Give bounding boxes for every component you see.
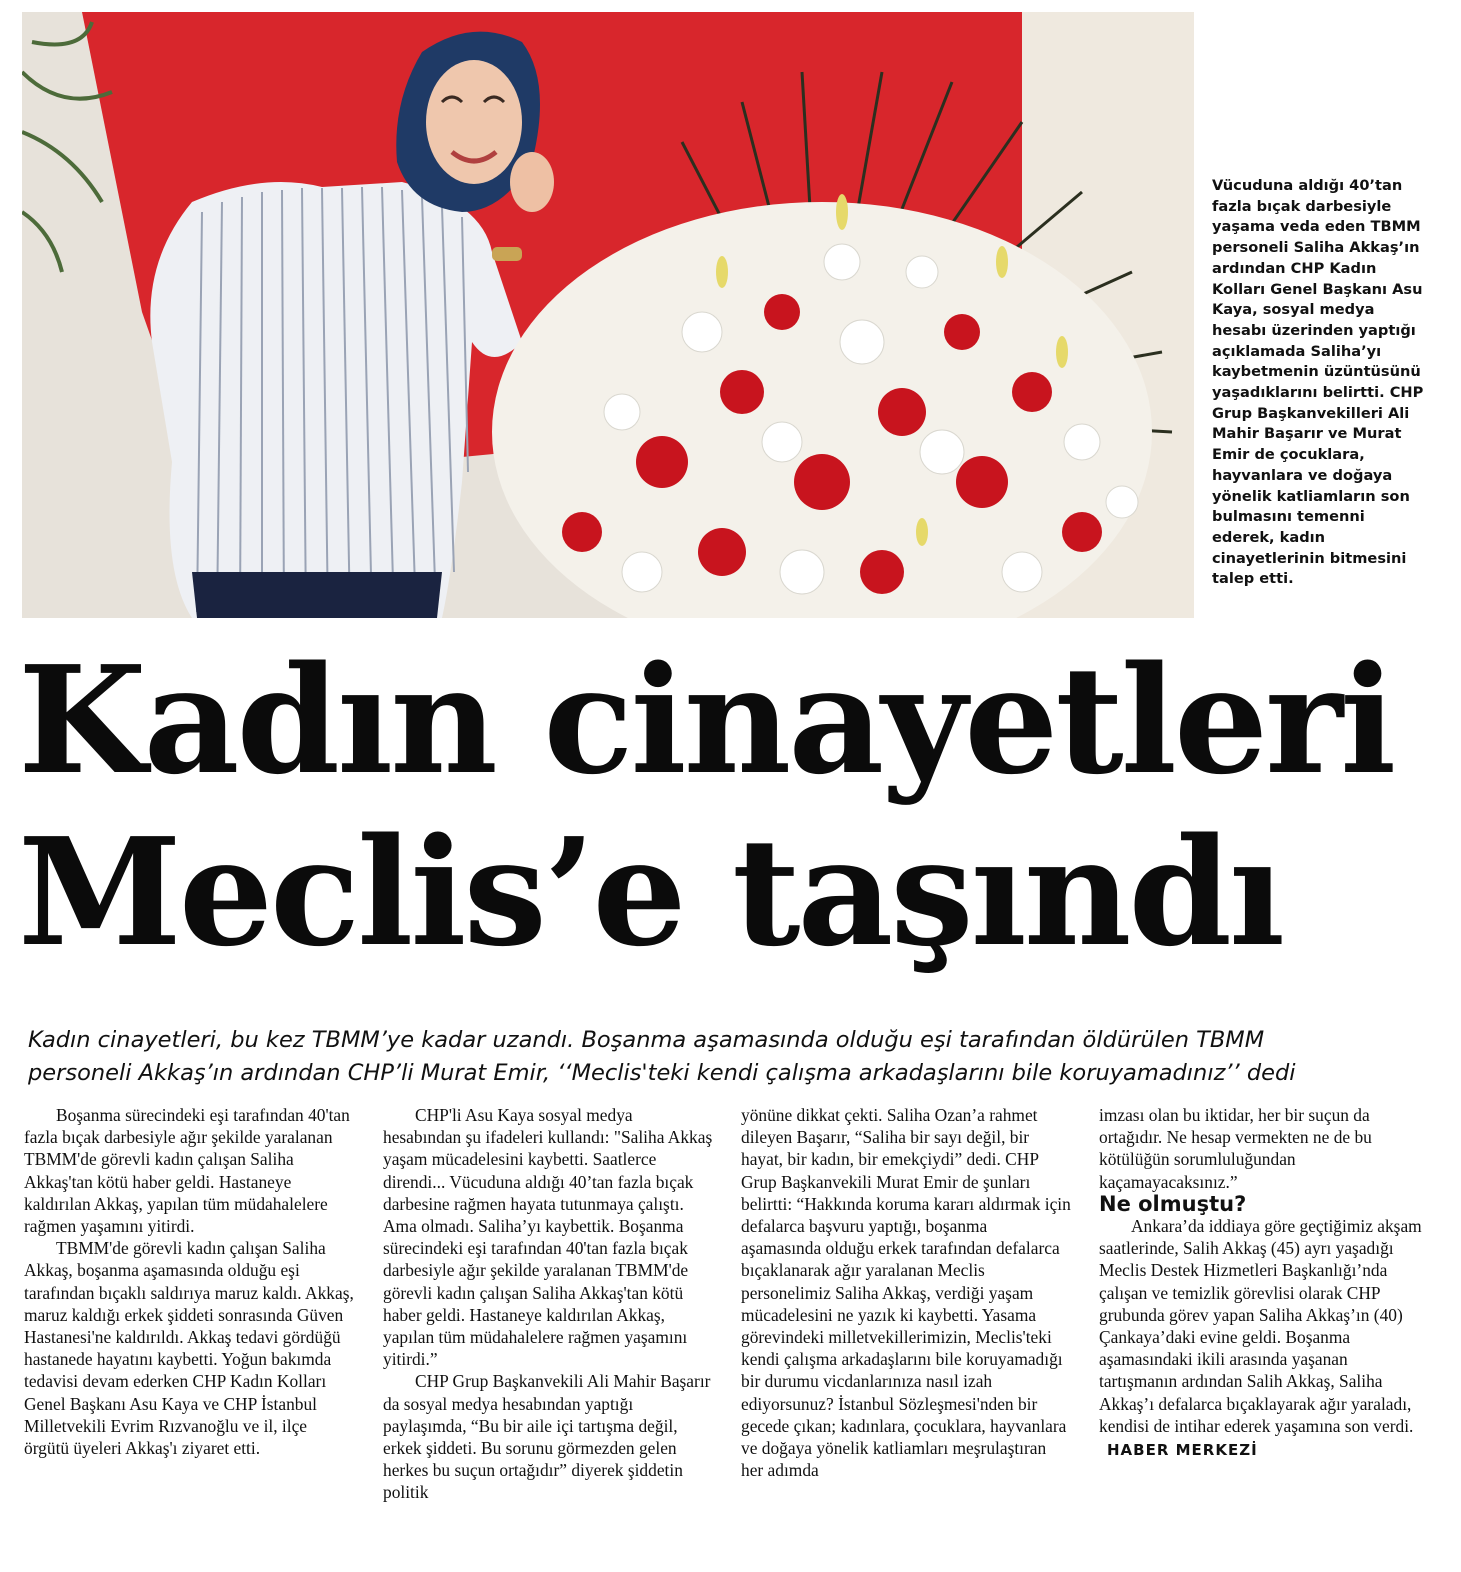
deck-line-1: Kadın cinayetleri, bu kez TBMM’ye kadar uzandı. Boşanma aşamasında olduğu eşi tarafından öldürülen TBMM bbox=[28, 1027, 1265, 1053]
paragraph: CHP Grup Başkanvekili Ali Mahir Başarır da sosyal medya hesabından yaptığı paylaşımda, “Bu bir aile içi tartışma değil, erkek şiddeti. Bu sorunu görmezden gelen herkes bu suçun ortağıdır” diyerek şiddetin politik bbox=[383, 1371, 711, 1503]
news-photo bbox=[22, 12, 1194, 618]
paragraph: Ankara’da iddiaya göre geçtiğimiz akşam saatlerinde, Salih Akkaş (45) ayrı yaşadığı Meclis Destek Hizmetleri Başkanlığı’nda çalışan ve temizlik görevlisi olarak CHP grubunda görev yapan Saliha Akkaş’ın (40) Çankaya’daki evine geldi. Boşanma aşamasındaki ikili arasında yaşanan tartışmanın ardından Salih Akkaş, Saliha Akkaş’ı defalarca bıçaklayarak ağır yaraladı, kendisi de intihar ederek yaşamına son verdi. bbox=[1099, 1216, 1422, 1436]
deck-line-2: personeli Akkaş’ın ardından CHP’li Murat Emir, ‘‘Meclis'teki kendi çalışma arkadaşlarını bile koruyamadınız’’ dedi bbox=[28, 1060, 1296, 1086]
byline: HABER MERKEZİ bbox=[1107, 1441, 1258, 1460]
paragraph: Boşanma sürecindeki eşi tarafından 40'tan fazla bıçak darbesiyle ağır şekilde yaralanan TBMM'de görevli kadın çalışan Saliha Akkaş'tan kötü haber geldi. Hastaneye kaldırılan Akkaş, yapılan tüm müdahalelere rağmen yaşamını yitirdi. bbox=[24, 1105, 350, 1237]
photo-woman-with-flowers-icon bbox=[22, 12, 1194, 618]
paragraph: imzası olan bu iktidar, her bir suçun da ortağıdır. Ne hesap vermekten ne de bu kötülüğün sorumluluğundan kaçamayacaksınız.” bbox=[1099, 1105, 1372, 1192]
paragraph: yönüne dikkat çekti. Saliha Ozan’a rahmet dileyen Başarır, “Saliha bir sayı değil, bir hayat, bir kadın, bir emekçiydi” dedi. CHP Grup Başkanvekili Murat Emir de şunları belirtti: “Hakkında koruma kararı aldırmak için defalarca başvuru yaptığı, boşanma aşamasında olduğu erkek tarafından defalarca bıçaklanarak ağır yaralanan Meclis personelimiz Saliha Akkaş, verdiği yaşam mücadelesini ne yazık ki kaybetti. Yasama görevindeki milletvekillerimizin, Meclis'teki kendi çalışma arkadaşlarını bile koruyamadığı bir durumu vicdanlarınıza nasıl izah ediyorsunuz? İstanbul Sözleşmesi'nden bir gecede çıkan; kadınlara, çocuklara, hayvanlara ve doğaya yönelik katliamları meşrulaştıran her adımda bbox=[741, 1105, 1071, 1481]
paragraph: CHP'li Asu Kaya sosyal medya hesabından şu ifadeleri kullandı: "Saliha Akkaş yaşam mücadelesini kaybetti. Saatlerce direndi... Vücuduna aldığı 40’tan fazla bıçak darbesine rağmen hayata tutunmaya çalıştı. Ama olmadı. Saliha’yı kaybettik. Boşanma sürecindeki eşi tarafından 40'tan fazla bıçak darbesiyle ağır şekilde yaralanan TBMM'de görevli kadın çalışan Saliha Akkaş'tan kötü haber geldi. Hastaneye kaldırılan Akkaş, yapılan tüm müdahalelere rağmen yaşamını yitirdi.” bbox=[383, 1105, 713, 1370]
headline-line-2: Meclis’e taşındı bbox=[18, 805, 1283, 979]
headline bbox=[18, 634, 1448, 978]
body-column-4 bbox=[1099, 1104, 1429, 1461]
body-column-1 bbox=[24, 1104, 354, 1459]
photo-caption: Vücuduna aldığı 40’tan fazla bıçak darbesiyle yaşama veda eden TBMM personeli Saliha Akkaş’ın ardından CHP Kadın Kolları Genel Başkanı Asu Kaya, sosyal medya hesabı üzerinden yaptığı açıklamada Saliha’yı kaybetmenin üzüntüsünü yaşadıklarını belirtti. CHP Grup Başkanvekilleri Ali Mahir Başarır ve Murat Emir de çocuklara, hayvanlara ve doğaya yönelik katliamların son bulmasını temenni ederek, kadın cinayetlerinin bitmesini talep etti. bbox=[1212, 177, 1424, 588]
deck-summary bbox=[28, 1024, 1438, 1090]
body-column-2 bbox=[383, 1104, 713, 1504]
body-column-3 bbox=[741, 1104, 1071, 1481]
paragraph: TBMM'de görevli kadın çalışan Saliha Akkaş, boşanma aşamasında olduğu eşi tarafından bıçaklı saldırıya maruz kaldı. Akkaş, maruz kaldığı erkek şiddeti sonrasında Güven Hastanesi'ne kaldırıldı. Akkaş tedavi gördüğü hastanede hayatını kaybetti. Yoğun bakımda tedavisi devam ederken CHP Kadın Kolları Genel Başkanı Asu Kaya ve CHP İstanbul Milletvekili Evrim Rızvanoğlu ve il, ilçe örgütü üyeleri Akkaş'ı ziyaret etti. bbox=[24, 1238, 354, 1459]
headline-line-1: Kadın cinayetleri bbox=[18, 633, 1394, 807]
subheading: Ne olmuştu? bbox=[1099, 1191, 1247, 1216]
